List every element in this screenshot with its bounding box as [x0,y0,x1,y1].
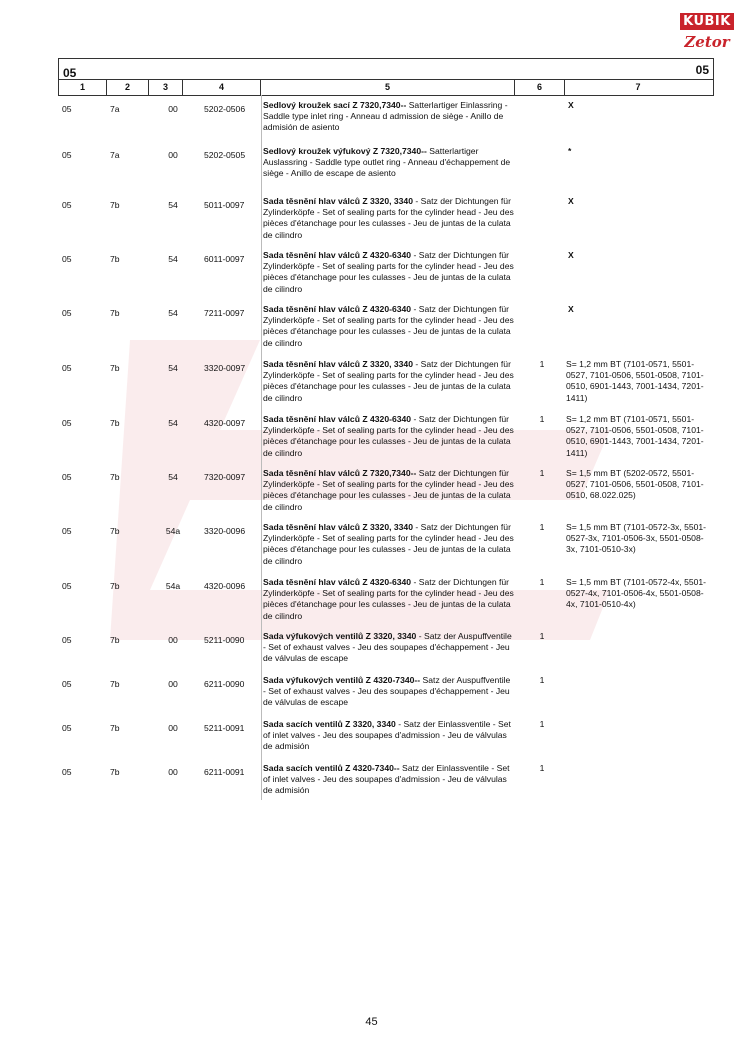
description-text: Satz der Einlassventile - Set of inlet valves - Jeu des soupapes d'admission - Jeu de válvulas de admisión [263,763,510,796]
description-title: Sedlový kroužek výfukový Z 7320,7340-- [263,146,427,156]
cell-quantity: 1 [539,631,545,641]
cell-position: 54a [165,526,181,536]
description-title: Sada těsnění hlav válců Z 7320,7340-- [263,468,417,478]
cell-description [263,146,515,180]
cell-part-number: 6211-0090 [204,679,245,689]
cell-group: 05 [62,254,72,264]
cell-part-number: 7211-0097 [204,308,245,318]
cell-description [263,468,515,513]
cell-part-number: 6011-0097 [204,254,245,264]
cell-position: 00 [168,104,178,114]
column-header-1: 1 [59,80,107,95]
cell-note: X [568,304,574,314]
column-header-5: 5 [261,80,515,95]
brand-logo [680,13,734,63]
description-title: Sedlový kroužek sací Z 7320,7340-- [263,100,407,110]
cell-group: 05 [62,363,72,373]
cell-figure: 7b [110,363,120,373]
column-header-4: 4 [183,80,261,95]
cell-figure: 7b [110,767,120,777]
description-text: Satterlartiger Auslassring - Saddle type outlet ring - Anneau d'échappement de siège - Anillo de escape de asiento [263,146,511,179]
cell-position: 54 [168,200,178,210]
cell-figure: 7b [110,308,120,318]
description-text: - Satz der Dichtungen für Zylinderköpfe - Set of sealing parts for the cylinder head - Jeu des pièces d'étanchage pour les culasses - Jeu de juntas de la culata de cilindro [263,522,514,566]
description-text: - Satz der Dichtungen für Zylinderköpfe - Set of sealing parts for the cylinder head - Jeu des pièces d'étanchage pour les culasses - Jeu de juntas de la culata de cilindro [263,304,514,348]
cell-group: 05 [62,200,72,210]
description-title: Sada výfukových ventilů Z 4320-7340-- [263,675,421,685]
description-text: - Satz der Dichtungen für Zylinderköpfe - Set of sealing parts for the cylinder head - Jeu des pièces d'étanchage pour les culasses - Jeu de juntas de la culata de cilindro [263,196,514,240]
logo-kubik: KUBIK [680,13,734,30]
cell-group: 05 [62,526,72,536]
cell-part-number: 3320-0096 [204,526,246,536]
cell-note: X [568,250,574,260]
cell-description [263,719,515,753]
column-header-6: 6 [515,80,565,95]
cell-figure: 7b [110,635,120,645]
cell-description [263,763,515,797]
cell-quantity: 1 [539,675,545,685]
cell-note: X [568,100,574,110]
cell-note: S= 1,2 mm BT (7101-0571, 5501-0527, 7101-0506, 5501-0508, 7101-0510, 6901-1443, 7001-1434, 7201-1411) [566,414,704,458]
cell-quantity: 1 [539,763,545,773]
cell-group: 05 [62,723,72,733]
cell-group: 05 [62,581,72,591]
cell-quantity: 1 [539,522,545,532]
description-title: Sada těsnění hlav válců Z 4320-6340 [263,250,412,260]
cell-figure: 7b [110,254,120,264]
cell-description [263,414,515,459]
cell-part-number: 5202-0505 [204,150,246,160]
description-text: - Satz der Dichtungen für Zylinderköpfe - Set of sealing parts for the cylinder head - Jeu des pièces d'étanchage pour les culasses - Jeu de juntas de la culata de cilindro [263,414,514,458]
column-header-7: 7 [635,82,641,92]
description-title: Sada těsnění hlav válců Z 4320-6340 [263,577,412,587]
cell-figure: 7b [110,679,120,689]
table-header [58,79,714,96]
cell-description [263,100,515,134]
cell-description [263,359,515,404]
cell-part-number: 5011-0097 [204,200,245,210]
cell-position: 00 [168,679,178,689]
description-title: Sada těsnění hlav válců Z 4320-6340 [263,414,412,424]
cell-part-number: 5211-0090 [204,635,245,645]
cell-quantity: 1 [539,719,545,729]
description-title: Sada těsnění hlav válců Z 3320, 3340 [263,359,413,369]
cell-part-number: 4320-0097 [204,418,246,428]
cell-part-number: 3320-0097 [204,363,246,373]
cell-part-number: 5211-0091 [204,723,245,733]
cell-figure: 7b [110,526,120,536]
cell-figure: 7b [110,723,120,733]
cell-position: 54 [168,308,178,318]
cell-figure: 7b [110,418,120,428]
cell-quantity: 1 [539,577,545,587]
cell-group: 05 [62,767,72,777]
description-title: Sada sacích ventilů Z 4320-7340-- [263,763,400,773]
description-title: Sada výfukových ventilů Z 3320, 3340 [263,631,417,641]
cell-description [263,631,515,665]
cell-group: 05 [62,308,72,318]
cell-figure: 7a [110,150,120,160]
description-text: - Satz der Einlassventile - Set of inlet valves - Jeu des soupapes d'admission - Jeu de válvulas de admisión [263,719,511,752]
column-header-2: 2 [107,80,149,95]
cell-position: 54 [168,254,178,264]
cell-figure: 7a [110,104,120,114]
cell-part-number: 5202-0506 [204,104,246,114]
cell-description [263,250,515,295]
cell-position: 54 [168,472,178,482]
cell-figure: 7b [110,200,120,210]
description-text: - Satz der Dichtungen für Zylinderköpfe - Set of sealing parts for the cylinder head - Jeu des pièces d'étanchage pour les culasses - Jeu de juntas de la culata de cilindro [263,577,514,621]
cell-position: 54a [165,581,181,591]
description-title: Sada těsnění hlav válců Z 3320, 3340 [263,196,413,206]
cell-position: 00 [168,635,178,645]
column-header-3: 3 [149,80,183,95]
description-title: Sada těsnění hlav válců Z 3320, 3340 [263,522,413,532]
description-text: Satz der Dichtungen für Zylinderköpfe - Set of sealing parts for the cylinder head - Jeu des pièces d'étanchage pour les culasses - Jeu de juntas de la culata de cilindro [263,468,514,512]
cell-description [263,196,515,241]
cell-figure: 7b [110,472,120,482]
cell-description [263,522,515,567]
section-code-left: 05 [63,66,77,80]
description-title: Sada sacích ventilů Z 3320, 3340 [263,719,396,729]
cell-group: 05 [62,679,72,689]
description-text: - Satz der Dichtungen für Zylinderköpfe - Set of sealing parts for the cylinder head - Jeu des pièces d'étanchage pour les culasses - Jeu de juntas de la culata de cilindro [263,359,514,403]
cell-note: S= 1,2 mm BT (7101-0571, 5501-0527, 7101-0506, 5501-0508, 7101-0510, 6901-1443, 7001-1434, 7201-1411) [566,359,704,403]
cell-quantity: 1 [539,414,545,424]
cell-part-number: 7320-0097 [204,472,246,482]
cell-note: S= 1,5 mm BT (5202-0572, 5501-0527, 7101-0506, 5501-0508, 7101-0510, 68.022.025) [566,468,704,501]
description-text: - Satz der Auspuffventile - Set of exhaust valves - Jeu des soupapes d'échappement - Jeu de válvulas de escape [263,631,512,664]
cell-position: 00 [168,150,178,160]
cell-description [263,577,515,622]
cell-part-number: 6211-0091 [204,767,245,777]
column-divider [261,95,262,800]
cell-position: 54 [168,418,178,428]
section-code-right: 05 [695,63,709,77]
cell-group: 05 [62,418,72,428]
cell-group: 05 [62,472,72,482]
cell-note: X [568,196,574,206]
cell-group: 05 [62,104,72,114]
logo-zetor: Zetor [684,33,730,51]
cell-note: S= 1,5 mm BT (7101-0572-4x, 5501-0527-4x, 7101-0506-4x, 5501-0508-4x, 7101-0510-4x) [566,577,707,610]
cell-description [263,304,515,349]
cell-position: 00 [168,723,178,733]
cell-quantity: 1 [539,468,545,478]
cell-description [263,675,515,709]
cell-position: 54 [168,363,178,373]
cell-note: S= 1,5 mm BT (7101-0572-3x, 5501-0527-3x, 7101-0506-3x, 5501-0508-3x, 7101-0510-3x) [566,522,707,555]
description-title: Sada těsnění hlav válců Z 4320-6340 [263,304,412,314]
description-text: Satterlartiger Einlassring - Saddle type inlet ring - Anneau d admission de siège - Anillo de admisión de asiento [263,100,508,133]
page-number: 45 [365,1016,378,1028]
cell-position: 00 [168,767,178,777]
cell-quantity: 1 [539,359,545,369]
description-text: - Satz der Dichtungen für Zylinderköpfe - Set of sealing parts for the cylinder head - Jeu des pièces d'étanchage pour les culasses - Jeu de juntas de la culata de cilindro [263,250,514,294]
cell-group: 05 [62,635,72,645]
cell-part-number: 4320-0096 [204,581,246,591]
cell-note: * [568,146,572,156]
cell-group: 05 [62,150,72,160]
cell-figure: 7b [110,581,120,591]
description-text: Satz der Auspuffventile - Set of exhaust valves - Jeu des soupapes d'échappement - Jeu de válvulas de escape [263,675,511,708]
